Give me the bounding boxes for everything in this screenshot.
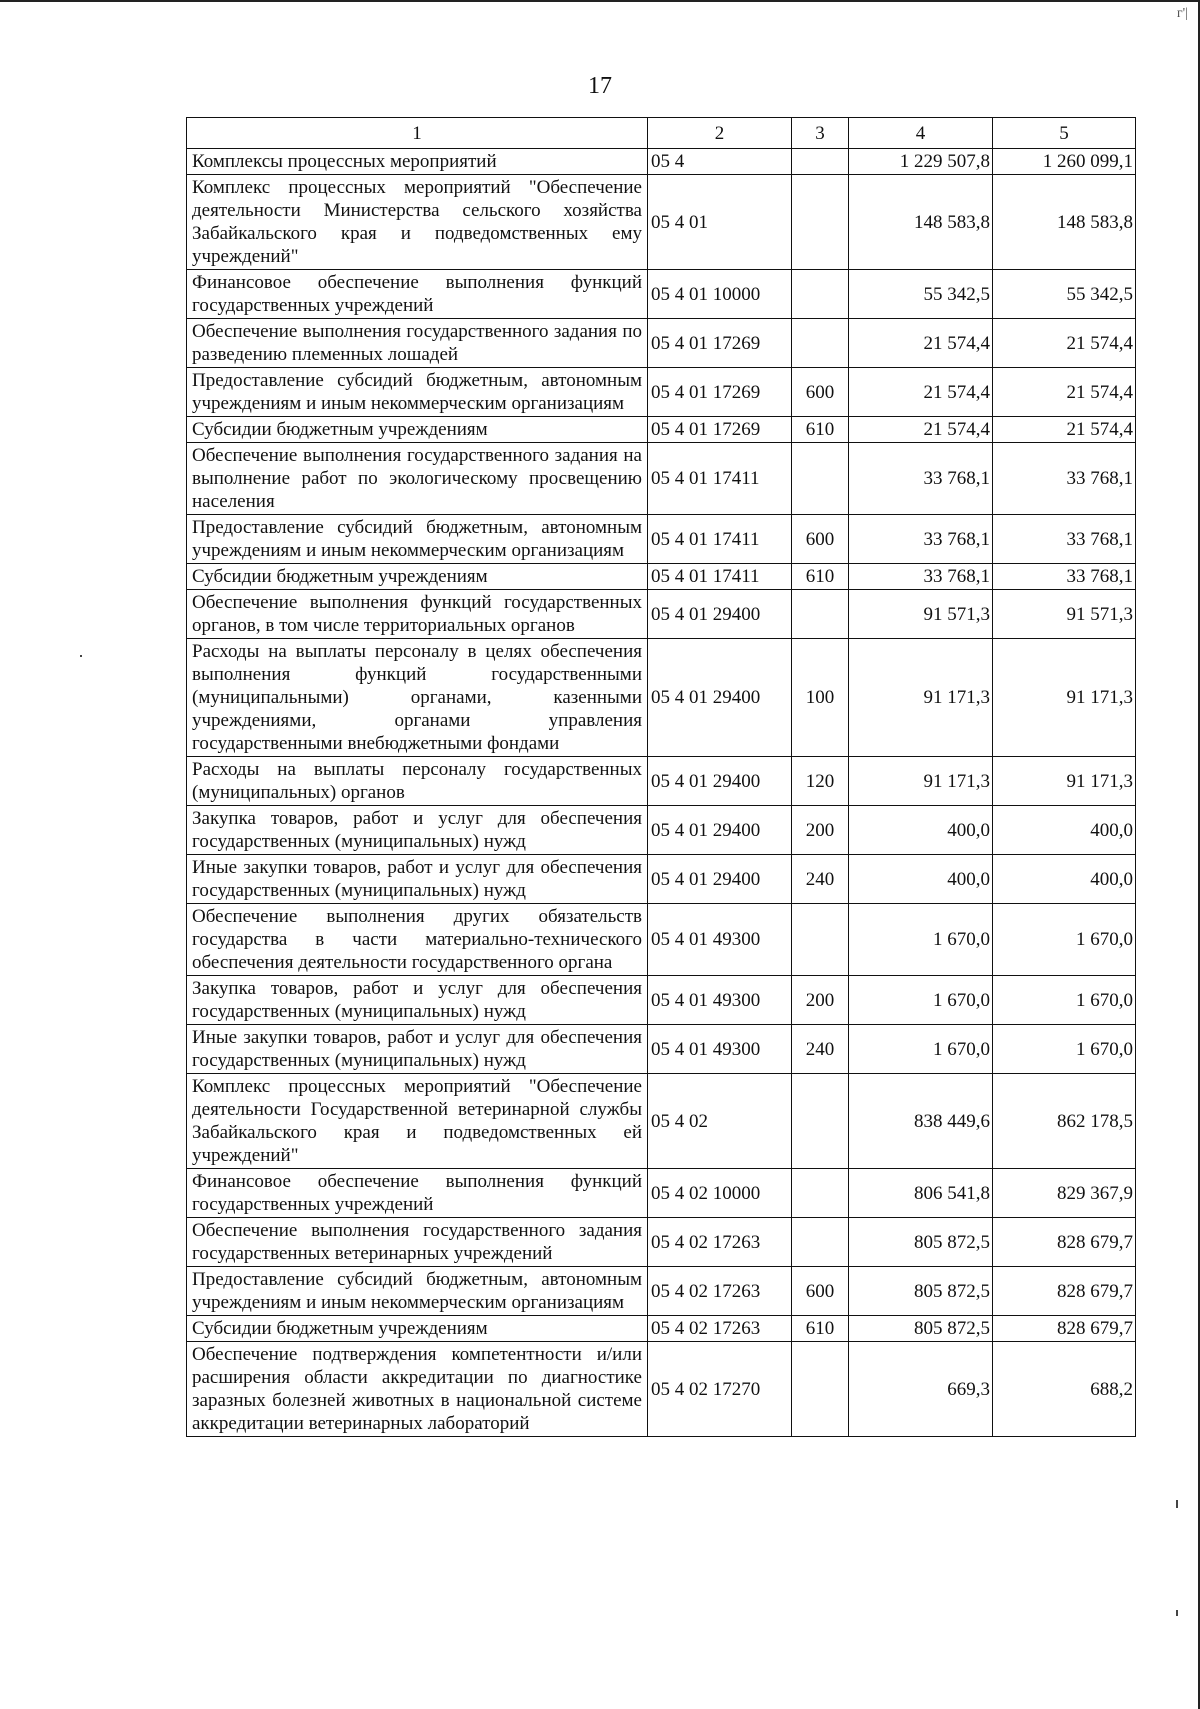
row-value-col5: 688,2: [993, 1342, 1136, 1437]
row-value-col4: 21 574,4: [849, 417, 993, 443]
row-code: 05 4 01 29400: [648, 855, 792, 904]
row-value-col4: 33 768,1: [849, 515, 993, 564]
row-expense-type: [792, 175, 849, 270]
table-row: [187, 976, 1136, 1025]
row-value-col4: 805 872,5: [849, 1218, 993, 1267]
table-row: [187, 639, 1136, 757]
row-description: Расходы на выплаты персоналу в целях обеспечения выполнения функций государственными (муниципальными) органами, казенными учреждениями, органами управления государственными внебюджетными фондами: [187, 639, 648, 757]
row-value-col5: 21 574,4: [993, 319, 1136, 368]
table-row: [187, 806, 1136, 855]
row-description: Иные закупки товаров, работ и услуг для обеспечения государственных (муниципальных) нужд: [187, 855, 648, 904]
row-value-col4: 669,3: [849, 1342, 993, 1437]
table-row: [187, 443, 1136, 515]
row-description: Закупка товаров, работ и услуг для обеспечения государственных (муниципальных) нужд: [187, 976, 648, 1025]
row-value-col4: 400,0: [849, 855, 993, 904]
table-row: [187, 590, 1136, 639]
row-value-col5: 1 260 099,1: [993, 149, 1136, 175]
scan-corner-mark: г'|: [1176, 6, 1188, 21]
row-expense-type: [792, 270, 849, 319]
table-row: [187, 270, 1136, 319]
row-code: 05 4 01 29400: [648, 639, 792, 757]
table-row: [187, 904, 1136, 976]
row-description: Предоставление субсидий бюджетным, автономным учреждениям и иным некоммерческим организациям: [187, 1267, 648, 1316]
row-code: 05 4 02: [648, 1074, 792, 1169]
row-description: Субсидии бюджетным учреждениям: [187, 1316, 648, 1342]
row-code: 05 4 01 49300: [648, 1025, 792, 1074]
row-expense-type: [792, 319, 849, 368]
row-description: Обеспечение выполнения государственного задания по разведению племенных лошадей: [187, 319, 648, 368]
row-value-col4: 21 574,4: [849, 319, 993, 368]
row-code: 05 4 01 17411: [648, 515, 792, 564]
row-description: Финансовое обеспечение выполнения функций государственных учреждений: [187, 1169, 648, 1218]
row-value-col4: 33 768,1: [849, 564, 993, 590]
table-row: [187, 757, 1136, 806]
table-row: [187, 1267, 1136, 1316]
table-row: [187, 1025, 1136, 1074]
column-header: 5: [993, 118, 1136, 149]
row-description: Расходы на выплаты персоналу государственных (муниципальных) органов: [187, 757, 648, 806]
row-code: 05 4 02 17263: [648, 1218, 792, 1267]
row-expense-type: [792, 443, 849, 515]
row-value-col4: 400,0: [849, 806, 993, 855]
row-code: 05 4 01 17269: [648, 319, 792, 368]
row-code: 05 4 01 17411: [648, 443, 792, 515]
row-value-col4: 1 670,0: [849, 904, 993, 976]
row-code: 05 4 01 29400: [648, 757, 792, 806]
row-code: 05 4 01 17269: [648, 368, 792, 417]
row-expense-type: 610: [792, 417, 849, 443]
row-expense-type: 240: [792, 855, 849, 904]
row-code: 05 4 01 29400: [648, 590, 792, 639]
table-row: [187, 319, 1136, 368]
table-header-row: [187, 118, 1136, 149]
table-body: [187, 149, 1136, 1437]
table-row: [187, 855, 1136, 904]
row-code: 05 4: [648, 149, 792, 175]
row-value-col5: 400,0: [993, 855, 1136, 904]
row-expense-type: 240: [792, 1025, 849, 1074]
row-value-col4: 21 574,4: [849, 368, 993, 417]
row-description: Обеспечение выполнения функций государственных органов, в том числе территориальных органов: [187, 590, 648, 639]
scan-edge-top: [0, 0, 1200, 2]
row-description: Предоставление субсидий бюджетным, автономным учреждениям и иным некоммерческим организациям: [187, 368, 648, 417]
row-code: 05 4 01 10000: [648, 270, 792, 319]
table-row: [187, 417, 1136, 443]
row-expense-type: [792, 904, 849, 976]
row-value-col5: 55 342,5: [993, 270, 1136, 319]
column-header: 2: [648, 118, 792, 149]
row-expense-type: 200: [792, 806, 849, 855]
row-value-col5: 148 583,8: [993, 175, 1136, 270]
table-row: [187, 1342, 1136, 1437]
row-description: Обеспечение выполнения государственного задания государственных ветеринарных учреждений: [187, 1218, 648, 1267]
row-code: 05 4 01 49300: [648, 976, 792, 1025]
row-value-col4: 806 541,8: [849, 1169, 993, 1218]
row-value-col5: 91 171,3: [993, 639, 1136, 757]
column-header: 4: [849, 118, 993, 149]
scan-speck: [1176, 1500, 1178, 1508]
row-code: 05 4 01 17411: [648, 564, 792, 590]
budget-table-container: [186, 117, 1135, 1437]
row-value-col5: 21 574,4: [993, 417, 1136, 443]
column-header: 3: [792, 118, 849, 149]
row-description: Обеспечение выполнения государственного задания на выполнение работ по экологическому просвещению населения: [187, 443, 648, 515]
row-description: Комплексы процессных мероприятий: [187, 149, 648, 175]
row-expense-type: 610: [792, 1316, 849, 1342]
row-expense-type: [792, 1169, 849, 1218]
row-value-col4: 33 768,1: [849, 443, 993, 515]
row-value-col4: 1 670,0: [849, 1025, 993, 1074]
row-code: 05 4 02 17263: [648, 1267, 792, 1316]
row-value-col5: 828 679,7: [993, 1316, 1136, 1342]
scan-speck: [80, 655, 82, 657]
row-code: 05 4 02 17263: [648, 1316, 792, 1342]
table-row: [187, 1074, 1136, 1169]
row-description: Обеспечение выполнения других обязательств государства в части материально-технического обеспечения деятельности государственного органа: [187, 904, 648, 976]
table-row: [187, 368, 1136, 417]
row-value-col4: 838 449,6: [849, 1074, 993, 1169]
row-code: 05 4 02 10000: [648, 1169, 792, 1218]
row-description: Обеспечение подтверждения компетентности и/или расширения области аккредитации по диагностике заразных болезней животных в национальной системе аккредитации ветеринарных лабораторий: [187, 1342, 648, 1437]
row-value-col5: 33 768,1: [993, 443, 1136, 515]
row-value-col5: 33 768,1: [993, 564, 1136, 590]
row-description: Финансовое обеспечение выполнения функций государственных учреждений: [187, 270, 648, 319]
row-value-col4: 1 229 507,8: [849, 149, 993, 175]
table-row: [187, 1169, 1136, 1218]
row-code: 05 4 02 17270: [648, 1342, 792, 1437]
row-value-col4: 91 571,3: [849, 590, 993, 639]
row-expense-type: [792, 1218, 849, 1267]
row-value-col5: 862 178,5: [993, 1074, 1136, 1169]
row-value-col4: 55 342,5: [849, 270, 993, 319]
row-value-col5: 33 768,1: [993, 515, 1136, 564]
row-description: Предоставление субсидий бюджетным, автономным учреждениям и иным некоммерческим организациям: [187, 515, 648, 564]
budget-table: [186, 117, 1136, 1437]
row-code: 05 4 01 29400: [648, 806, 792, 855]
row-description: Субсидии бюджетным учреждениям: [187, 564, 648, 590]
scan-speck: [1176, 1610, 1178, 1616]
row-value-col5: 829 367,9: [993, 1169, 1136, 1218]
row-value-col5: 1 670,0: [993, 1025, 1136, 1074]
row-description: Субсидии бюджетным учреждениям: [187, 417, 648, 443]
row-expense-type: 200: [792, 976, 849, 1025]
row-description: Закупка товаров, работ и услуг для обеспечения государственных (муниципальных) нужд: [187, 806, 648, 855]
row-expense-type: [792, 590, 849, 639]
row-value-col4: 805 872,5: [849, 1267, 993, 1316]
table-row: [187, 1316, 1136, 1342]
column-header: 1: [187, 118, 648, 149]
row-value-col4: 805 872,5: [849, 1316, 993, 1342]
row-value-col5: 91 571,3: [993, 590, 1136, 639]
row-expense-type: 600: [792, 1267, 849, 1316]
row-value-col5: 400,0: [993, 806, 1136, 855]
row-value-col4: 91 171,3: [849, 639, 993, 757]
row-expense-type: [792, 1342, 849, 1437]
row-expense-type: [792, 1074, 849, 1169]
row-expense-type: 600: [792, 368, 849, 417]
row-value-col5: 1 670,0: [993, 904, 1136, 976]
row-description: Комплекс процессных мероприятий "Обеспечение деятельности Государственной ветеринарной службы Забайкальского края и подведомственных ей учреждений": [187, 1074, 648, 1169]
row-description: Комплекс процессных мероприятий "Обеспечение деятельности Министерства сельского хозяйства Забайкальского края и подведомственных ему учреждений": [187, 175, 648, 270]
table-row: [187, 149, 1136, 175]
row-expense-type: 600: [792, 515, 849, 564]
row-value-col5: 91 171,3: [993, 757, 1136, 806]
row-value-col4: 1 670,0: [849, 976, 993, 1025]
row-expense-type: 100: [792, 639, 849, 757]
row-expense-type: 610: [792, 564, 849, 590]
table-row: [187, 515, 1136, 564]
table-row: [187, 1218, 1136, 1267]
page-number: 17: [588, 73, 612, 99]
table-row: [187, 175, 1136, 270]
row-value-col5: 828 679,7: [993, 1218, 1136, 1267]
row-code: 05 4 01 17269: [648, 417, 792, 443]
row-value-col5: 1 670,0: [993, 976, 1136, 1025]
table-row: [187, 564, 1136, 590]
row-value-col5: 828 679,7: [993, 1267, 1136, 1316]
row-code: 05 4 01 49300: [648, 904, 792, 976]
row-code: 05 4 01: [648, 175, 792, 270]
row-description: Иные закупки товаров, работ и услуг для обеспечения государственных (муниципальных) нужд: [187, 1025, 648, 1074]
row-value-col5: 21 574,4: [993, 368, 1136, 417]
row-expense-type: 120: [792, 757, 849, 806]
row-expense-type: [792, 149, 849, 175]
row-value-col4: 91 171,3: [849, 757, 993, 806]
row-value-col4: 148 583,8: [849, 175, 993, 270]
